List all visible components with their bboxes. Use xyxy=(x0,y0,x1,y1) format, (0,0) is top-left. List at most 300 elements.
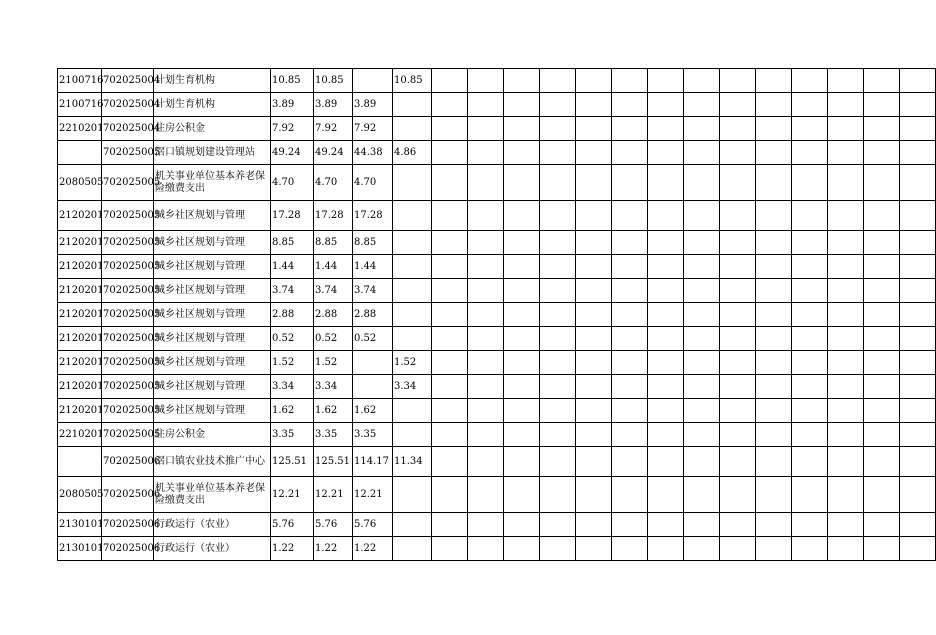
total-cell: 1.22 xyxy=(271,537,314,561)
empty-cell xyxy=(792,117,828,141)
empty-cell xyxy=(432,255,468,279)
total-cell: 5.76 xyxy=(271,513,314,537)
empty-cell xyxy=(468,423,504,447)
total-cell: 10.85 xyxy=(271,69,314,93)
empty-cell xyxy=(828,477,864,513)
item-name-cell: 城乡社区规划与管理 xyxy=(154,279,271,303)
empty-cell xyxy=(864,375,900,399)
empty-cell xyxy=(432,165,468,201)
table-row xyxy=(58,117,936,141)
unit-code-cell: 702025006 xyxy=(102,513,154,537)
empty-cell xyxy=(612,117,648,141)
empty-cell xyxy=(828,327,864,351)
empty-cell xyxy=(792,69,828,93)
function-code-cell: 2210201 xyxy=(58,423,102,447)
empty-cell xyxy=(864,93,900,117)
empty-cell xyxy=(612,279,648,303)
empty-cell xyxy=(684,303,720,327)
item-name-cell: 行政运行（农业） xyxy=(154,513,271,537)
empty-cell xyxy=(504,165,540,201)
empty-cell xyxy=(828,255,864,279)
subtotal-cell: 17.28 xyxy=(314,201,353,231)
empty-cell xyxy=(792,537,828,561)
empty-cell xyxy=(576,513,612,537)
empty-cell xyxy=(504,351,540,375)
empty-cell xyxy=(576,255,612,279)
empty-cell xyxy=(540,69,576,93)
unit-code-cell: 702025006 xyxy=(102,477,154,513)
project-cell: 3.34 xyxy=(393,375,432,399)
function-code-cell: 2130101 xyxy=(58,513,102,537)
empty-cell xyxy=(720,165,756,201)
empty-cell xyxy=(756,477,792,513)
total-cell: 1.62 xyxy=(271,399,314,423)
unit-code-cell: 702025005 xyxy=(102,279,154,303)
project-cell xyxy=(393,423,432,447)
empty-cell xyxy=(468,279,504,303)
empty-cell xyxy=(576,327,612,351)
empty-cell xyxy=(684,477,720,513)
project-cell xyxy=(393,327,432,351)
empty-cell xyxy=(792,447,828,477)
empty-cell xyxy=(504,303,540,327)
subtotal-cell: 2.88 xyxy=(314,303,353,327)
empty-cell xyxy=(900,231,936,255)
empty-cell xyxy=(720,201,756,231)
empty-cell xyxy=(792,279,828,303)
empty-cell xyxy=(468,69,504,93)
empty-cell xyxy=(684,423,720,447)
function-code-cell: 2080505 xyxy=(58,477,102,513)
empty-cell xyxy=(612,165,648,201)
total-cell: 3.74 xyxy=(271,279,314,303)
empty-cell xyxy=(612,447,648,477)
empty-cell xyxy=(540,447,576,477)
subtotal-cell: 1.62 xyxy=(314,399,353,423)
empty-cell xyxy=(576,279,612,303)
empty-cell xyxy=(792,423,828,447)
empty-cell xyxy=(612,399,648,423)
subtotal-cell: 3.74 xyxy=(314,279,353,303)
empty-cell xyxy=(864,477,900,513)
empty-cell xyxy=(756,537,792,561)
project-cell xyxy=(393,303,432,327)
empty-cell xyxy=(468,165,504,201)
empty-cell xyxy=(828,351,864,375)
empty-cell xyxy=(612,231,648,255)
empty-cell xyxy=(792,231,828,255)
empty-cell xyxy=(720,423,756,447)
empty-cell xyxy=(504,477,540,513)
empty-cell xyxy=(540,165,576,201)
empty-cell xyxy=(468,201,504,231)
unit-code-cell: 702025005 xyxy=(102,375,154,399)
empty-cell xyxy=(648,231,684,255)
empty-cell xyxy=(684,375,720,399)
function-code-cell: 2100716 xyxy=(58,69,102,93)
subtotal-cell: 49.24 xyxy=(314,141,353,165)
empty-cell xyxy=(612,141,648,165)
empty-cell xyxy=(720,231,756,255)
basic-cell xyxy=(353,375,393,399)
empty-cell xyxy=(432,327,468,351)
empty-cell xyxy=(684,255,720,279)
empty-cell xyxy=(576,69,612,93)
basic-cell: 1.22 xyxy=(353,537,393,561)
project-cell xyxy=(393,477,432,513)
empty-cell xyxy=(720,477,756,513)
table-row xyxy=(58,165,936,201)
empty-cell xyxy=(720,351,756,375)
empty-cell xyxy=(504,201,540,231)
table-row xyxy=(58,423,936,447)
unit-code-cell: 702025005 xyxy=(102,351,154,375)
subtotal-cell: 1.52 xyxy=(314,351,353,375)
function-code-cell: 2120201 xyxy=(58,255,102,279)
item-name-cell: 滘口镇规划建设管理站 xyxy=(154,141,271,165)
unit-code-cell: 702025004 xyxy=(102,69,154,93)
subtotal-cell: 10.85 xyxy=(314,69,353,93)
table-row xyxy=(58,399,936,423)
table-row xyxy=(58,537,936,561)
empty-cell xyxy=(432,201,468,231)
empty-cell xyxy=(756,399,792,423)
empty-cell xyxy=(900,351,936,375)
item-name-cell: 城乡社区规划与管理 xyxy=(154,303,271,327)
basic-cell: 0.52 xyxy=(353,327,393,351)
total-cell: 125.51 xyxy=(271,447,314,477)
empty-cell xyxy=(432,69,468,93)
empty-cell xyxy=(540,93,576,117)
project-cell xyxy=(393,537,432,561)
empty-cell xyxy=(612,537,648,561)
empty-cell xyxy=(792,327,828,351)
function-code-cell: 2100716 xyxy=(58,93,102,117)
empty-cell xyxy=(720,399,756,423)
empty-cell xyxy=(648,201,684,231)
total-cell: 8.85 xyxy=(271,231,314,255)
empty-cell xyxy=(684,537,720,561)
empty-cell xyxy=(900,303,936,327)
empty-cell xyxy=(612,477,648,513)
empty-cell xyxy=(720,69,756,93)
empty-cell xyxy=(576,165,612,201)
empty-cell xyxy=(756,255,792,279)
empty-cell xyxy=(648,141,684,165)
empty-cell xyxy=(828,93,864,117)
basic-cell xyxy=(353,69,393,93)
empty-cell xyxy=(900,477,936,513)
empty-cell xyxy=(756,117,792,141)
function-code-cell: 2120201 xyxy=(58,279,102,303)
empty-cell xyxy=(432,375,468,399)
empty-cell xyxy=(900,447,936,477)
subtotal-cell: 12.21 xyxy=(314,477,353,513)
basic-cell xyxy=(353,351,393,375)
subtotal-cell: 3.35 xyxy=(314,423,353,447)
unit-code-cell: 702025005 xyxy=(102,255,154,279)
unit-code-cell: 702025005 xyxy=(102,399,154,423)
empty-cell xyxy=(756,279,792,303)
empty-cell xyxy=(504,141,540,165)
basic-cell: 4.70 xyxy=(353,165,393,201)
empty-cell xyxy=(612,255,648,279)
empty-cell xyxy=(720,537,756,561)
empty-cell xyxy=(900,513,936,537)
empty-cell xyxy=(792,165,828,201)
empty-cell xyxy=(540,399,576,423)
project-cell xyxy=(393,117,432,141)
empty-cell xyxy=(828,399,864,423)
empty-cell xyxy=(576,93,612,117)
basic-cell: 7.92 xyxy=(353,117,393,141)
empty-cell xyxy=(576,537,612,561)
empty-cell xyxy=(900,69,936,93)
empty-cell xyxy=(648,327,684,351)
empty-cell xyxy=(828,537,864,561)
empty-cell xyxy=(864,165,900,201)
empty-cell xyxy=(684,201,720,231)
empty-cell xyxy=(720,279,756,303)
empty-cell xyxy=(432,399,468,423)
empty-cell xyxy=(576,375,612,399)
function-code-cell: 2120201 xyxy=(58,375,102,399)
empty-cell xyxy=(612,303,648,327)
subtotal-cell: 3.34 xyxy=(314,375,353,399)
empty-cell xyxy=(576,477,612,513)
empty-cell xyxy=(432,279,468,303)
subtotal-cell: 0.52 xyxy=(314,327,353,351)
empty-cell xyxy=(504,447,540,477)
empty-cell xyxy=(864,69,900,93)
function-code-cell: 2120201 xyxy=(58,351,102,375)
item-name-cell: 机关事业单位基本养老保险缴费支出 xyxy=(154,165,271,201)
empty-cell xyxy=(684,279,720,303)
empty-cell xyxy=(756,447,792,477)
basic-cell: 1.62 xyxy=(353,399,393,423)
empty-cell xyxy=(864,279,900,303)
empty-cell xyxy=(468,327,504,351)
empty-cell xyxy=(720,303,756,327)
empty-cell xyxy=(864,201,900,231)
empty-cell xyxy=(576,423,612,447)
empty-cell xyxy=(648,375,684,399)
empty-cell xyxy=(864,513,900,537)
total-cell: 17.28 xyxy=(271,201,314,231)
empty-cell xyxy=(684,447,720,477)
empty-cell xyxy=(468,117,504,141)
empty-cell xyxy=(504,255,540,279)
table-row xyxy=(58,477,936,513)
empty-cell xyxy=(612,93,648,117)
subtotal-cell: 5.76 xyxy=(314,513,353,537)
function-code-cell xyxy=(58,447,102,477)
empty-cell xyxy=(792,141,828,165)
empty-cell xyxy=(504,327,540,351)
empty-cell xyxy=(864,255,900,279)
empty-cell xyxy=(432,423,468,447)
table-row xyxy=(58,513,936,537)
subtotal-cell: 1.44 xyxy=(314,255,353,279)
item-name-cell: 计划生育机构 xyxy=(154,93,271,117)
empty-cell xyxy=(828,447,864,477)
empty-cell xyxy=(648,255,684,279)
empty-cell xyxy=(504,231,540,255)
table-row xyxy=(58,93,936,117)
empty-cell xyxy=(756,231,792,255)
empty-cell xyxy=(648,399,684,423)
empty-cell xyxy=(612,327,648,351)
project-cell: 1.52 xyxy=(393,351,432,375)
empty-cell xyxy=(720,93,756,117)
empty-cell xyxy=(900,255,936,279)
table-row xyxy=(58,279,936,303)
empty-cell xyxy=(612,423,648,447)
empty-cell xyxy=(828,513,864,537)
empty-cell xyxy=(792,351,828,375)
empty-cell xyxy=(648,303,684,327)
empty-cell xyxy=(540,255,576,279)
empty-cell xyxy=(720,513,756,537)
project-cell xyxy=(393,255,432,279)
unit-code-cell: 702025004 xyxy=(102,117,154,141)
empty-cell xyxy=(684,117,720,141)
empty-cell xyxy=(756,303,792,327)
total-cell: 1.52 xyxy=(271,351,314,375)
project-cell xyxy=(393,399,432,423)
empty-cell xyxy=(792,513,828,537)
empty-cell xyxy=(432,477,468,513)
empty-cell xyxy=(576,201,612,231)
empty-cell xyxy=(540,327,576,351)
empty-cell xyxy=(684,399,720,423)
item-name-cell: 城乡社区规划与管理 xyxy=(154,399,271,423)
empty-cell xyxy=(756,351,792,375)
empty-cell xyxy=(576,117,612,141)
empty-cell xyxy=(432,351,468,375)
empty-cell xyxy=(432,231,468,255)
empty-cell xyxy=(540,117,576,141)
empty-cell xyxy=(504,513,540,537)
empty-cell xyxy=(576,141,612,165)
empty-cell xyxy=(576,447,612,477)
subtotal-cell: 3.89 xyxy=(314,93,353,117)
project-cell xyxy=(393,279,432,303)
empty-cell xyxy=(720,327,756,351)
empty-cell xyxy=(504,423,540,447)
empty-cell xyxy=(648,69,684,93)
empty-cell xyxy=(720,117,756,141)
empty-cell xyxy=(504,399,540,423)
empty-cell xyxy=(612,513,648,537)
empty-cell xyxy=(504,69,540,93)
total-cell: 0.52 xyxy=(271,327,314,351)
empty-cell xyxy=(648,513,684,537)
empty-cell xyxy=(576,351,612,375)
empty-cell xyxy=(684,141,720,165)
unit-code-cell: 702025006 xyxy=(102,537,154,561)
empty-cell xyxy=(828,423,864,447)
empty-cell xyxy=(504,279,540,303)
empty-cell xyxy=(432,513,468,537)
empty-cell xyxy=(648,423,684,447)
empty-cell xyxy=(540,303,576,327)
function-code-cell: 2210201 xyxy=(58,117,102,141)
total-cell: 2.88 xyxy=(271,303,314,327)
basic-cell: 1.44 xyxy=(353,255,393,279)
empty-cell xyxy=(756,141,792,165)
empty-cell xyxy=(756,93,792,117)
basic-cell: 8.85 xyxy=(353,231,393,255)
function-code-cell xyxy=(58,141,102,165)
item-name-cell: 行政运行（农业） xyxy=(154,537,271,561)
empty-cell xyxy=(792,399,828,423)
empty-cell xyxy=(792,375,828,399)
empty-cell xyxy=(828,303,864,327)
empty-cell xyxy=(540,513,576,537)
unit-code-cell: 702025005 xyxy=(102,423,154,447)
empty-cell xyxy=(468,513,504,537)
empty-cell xyxy=(864,423,900,447)
table-row xyxy=(58,255,936,279)
project-cell xyxy=(393,201,432,231)
empty-cell xyxy=(900,399,936,423)
basic-cell: 114.17 xyxy=(353,447,393,477)
empty-cell xyxy=(828,201,864,231)
basic-cell: 3.35 xyxy=(353,423,393,447)
empty-cell xyxy=(504,93,540,117)
basic-cell: 3.89 xyxy=(353,93,393,117)
empty-cell xyxy=(468,477,504,513)
empty-cell xyxy=(684,69,720,93)
item-name-cell: 城乡社区规划与管理 xyxy=(154,255,271,279)
function-code-cell: 2120201 xyxy=(58,231,102,255)
empty-cell xyxy=(432,303,468,327)
unit-code-cell: 702025005 xyxy=(102,303,154,327)
budget-table xyxy=(57,68,936,561)
empty-cell xyxy=(900,93,936,117)
empty-cell xyxy=(612,201,648,231)
empty-cell xyxy=(864,141,900,165)
item-name-cell: 计划生育机构 xyxy=(154,69,271,93)
table-row xyxy=(58,303,936,327)
subtotal-cell: 1.22 xyxy=(314,537,353,561)
empty-cell xyxy=(612,351,648,375)
subtotal-cell: 7.92 xyxy=(314,117,353,141)
item-name-cell: 城乡社区规划与管理 xyxy=(154,351,271,375)
unit-code-cell: 702025005 xyxy=(102,165,154,201)
item-name-cell: 城乡社区规划与管理 xyxy=(154,327,271,351)
total-cell: 3.34 xyxy=(271,375,314,399)
empty-cell xyxy=(648,117,684,141)
basic-cell: 2.88 xyxy=(353,303,393,327)
empty-cell xyxy=(432,117,468,141)
empty-cell xyxy=(828,117,864,141)
item-name-cell: 滘口镇农业技术推广中心 xyxy=(154,447,271,477)
empty-cell xyxy=(540,537,576,561)
empty-cell xyxy=(720,141,756,165)
empty-cell xyxy=(432,141,468,165)
empty-cell xyxy=(504,117,540,141)
empty-cell xyxy=(576,303,612,327)
unit-code-cell: 702025005 xyxy=(102,231,154,255)
empty-cell xyxy=(720,375,756,399)
project-cell xyxy=(393,93,432,117)
unit-code-cell: 702025006 xyxy=(102,447,154,477)
empty-cell xyxy=(648,477,684,513)
empty-cell xyxy=(792,303,828,327)
empty-cell xyxy=(720,447,756,477)
